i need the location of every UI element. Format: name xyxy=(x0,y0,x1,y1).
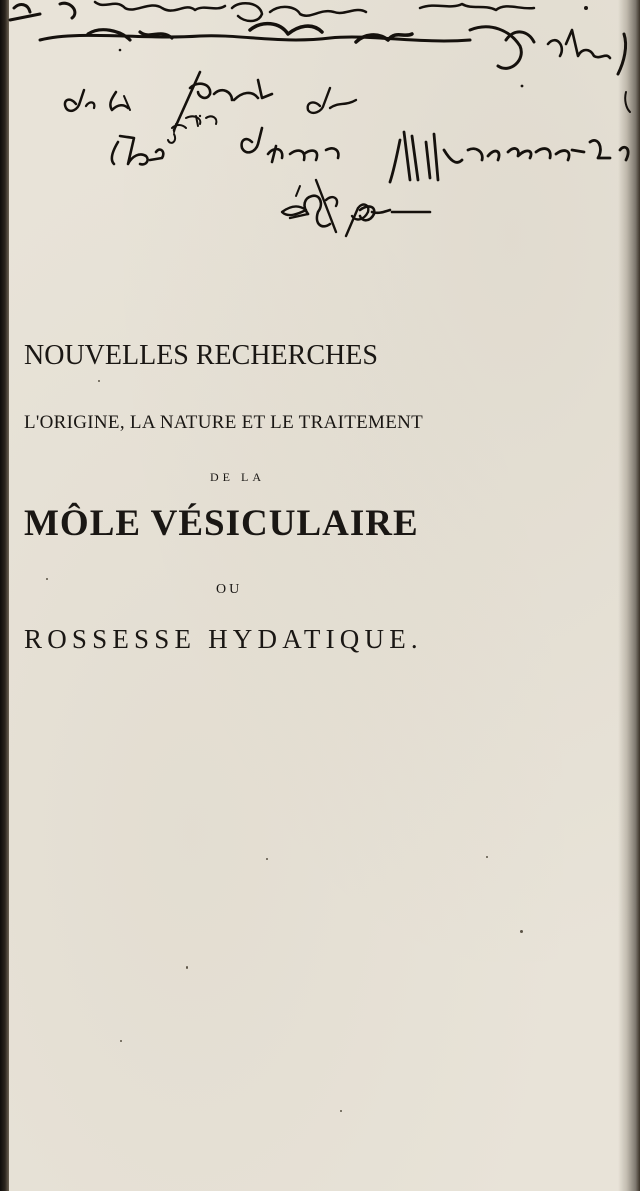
paper-speck xyxy=(98,380,100,382)
paper-speck xyxy=(266,858,268,860)
title-line-3: DE LA xyxy=(210,470,265,484)
title-line-5: OU xyxy=(216,582,243,597)
paper-speck xyxy=(186,966,188,969)
title-line-4: MÔLE VÉSICULAIRE xyxy=(24,503,419,544)
title-line-1: NOUVELLES RECHERCHES xyxy=(24,340,378,371)
paper-speck xyxy=(486,856,488,858)
title-line-2: L'ORIGINE, LA NATURE ET LE TRAITEMENT xyxy=(24,412,424,433)
handwritten-inscription xyxy=(0,0,640,300)
paper-speck xyxy=(120,1040,122,1042)
paper-speck xyxy=(520,930,523,933)
paper-speck xyxy=(46,578,48,580)
paper-speck xyxy=(340,1110,342,1112)
title-line-6: ROSSESSE HYDATIQUE. xyxy=(24,624,423,654)
